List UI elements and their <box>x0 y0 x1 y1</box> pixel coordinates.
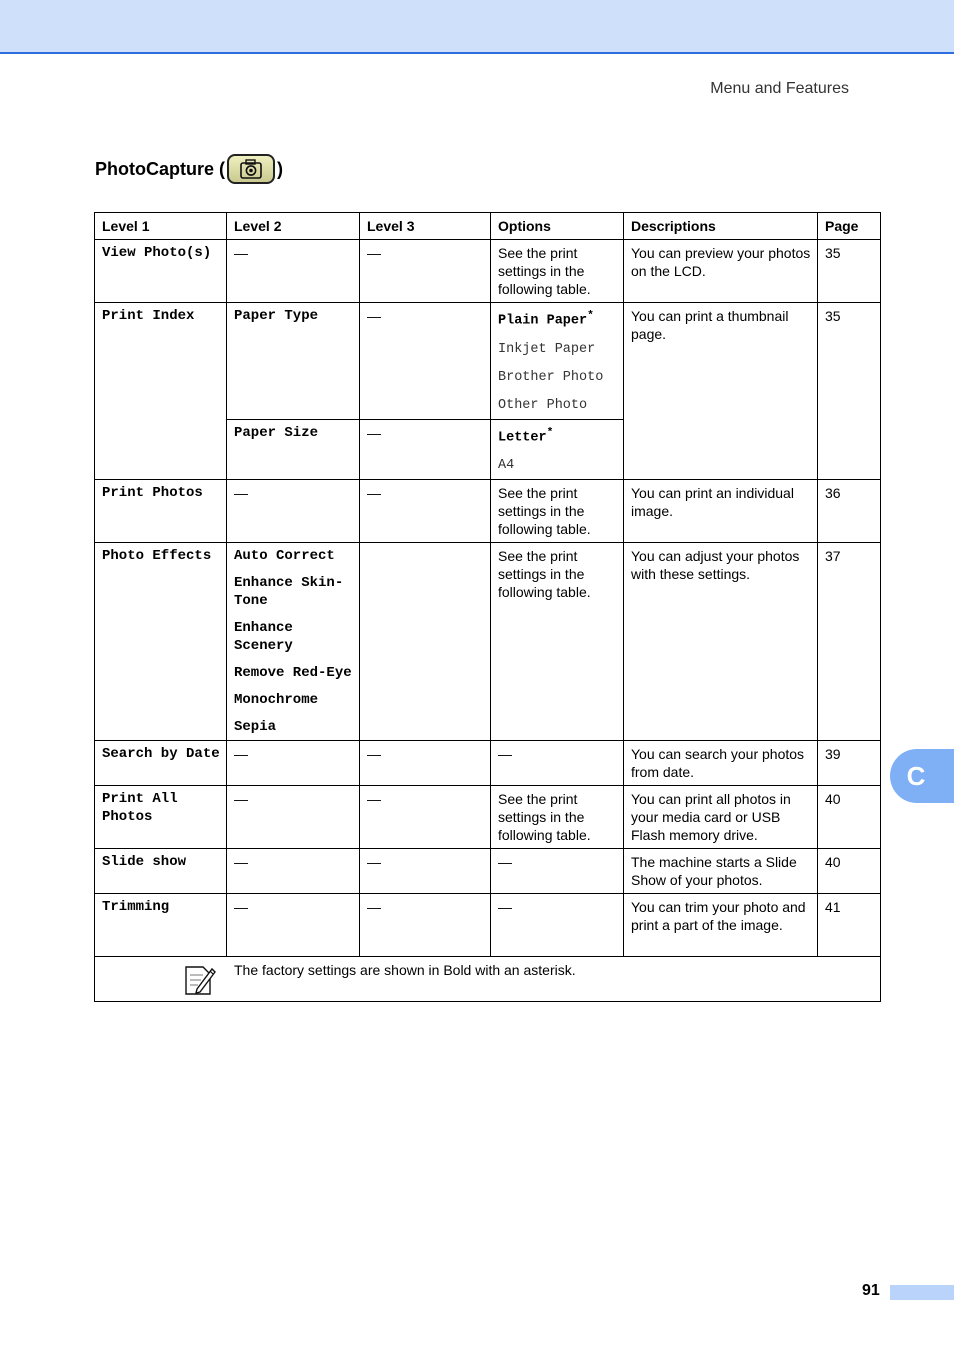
header-options: Options <box>491 213 624 240</box>
description-cell: The machine starts a Slide Show of your photos. <box>624 849 818 894</box>
table-row <box>95 894 881 957</box>
page-cell: 40 <box>818 786 881 849</box>
level2-cell: — <box>227 786 360 849</box>
level3-cell: — <box>360 849 491 894</box>
level1-cell: Slide show <box>95 849 227 894</box>
option-item: Inkjet Paper <box>498 341 596 357</box>
table-row <box>95 741 881 786</box>
level3-cell: — <box>360 786 491 849</box>
page-cell: 40 <box>818 849 881 894</box>
header-level3: Level 3 <box>360 213 491 240</box>
page-cell: 39 <box>818 741 881 786</box>
header-level2: Level 2 <box>227 213 360 240</box>
level3-cell: — <box>360 894 491 957</box>
table-row <box>95 543 881 741</box>
page-cell: 36 <box>818 480 881 543</box>
section-title <box>95 154 283 184</box>
level2-item: Auto Correct <box>234 548 335 564</box>
options-cell: See the print settings in the following table. <box>491 786 624 849</box>
section-title-close: ) <box>277 158 283 179</box>
level1-cell: Photo Effects <box>95 543 227 741</box>
table-row <box>95 303 881 420</box>
section-title-text: PhotoCapture ( <box>95 158 225 179</box>
level3-cell: — <box>360 240 491 303</box>
page-cell: 35 <box>818 240 881 303</box>
table-row <box>95 480 881 543</box>
running-head: Menu and Features <box>710 80 849 97</box>
note-pencil-icon <box>183 963 217 1001</box>
level2-cell <box>227 543 360 741</box>
note-text: The factory settings are shown in Bold with an asterisk. <box>234 962 576 978</box>
level3-cell: — <box>360 419 491 480</box>
level1-cell: Print All Photos <box>95 786 227 849</box>
level2-cell: Paper Type <box>227 303 360 420</box>
description-cell: You can adjust your photos with these settings. <box>624 543 818 741</box>
level3-cell: — <box>360 303 491 420</box>
level3-cell: — <box>360 480 491 543</box>
level2-cell: — <box>227 240 360 303</box>
page-number-bar <box>890 1285 954 1300</box>
level2-cell: — <box>227 849 360 894</box>
options-cell: — <box>491 741 624 786</box>
level3-cell <box>360 543 491 741</box>
options-cell: — <box>491 894 624 957</box>
header-level1: Level 1 <box>95 213 227 240</box>
page-cell: 35 <box>818 303 881 480</box>
option-default: Letter* <box>498 426 554 445</box>
menu-table <box>94 212 881 1002</box>
page-cell: 41 <box>818 894 881 957</box>
options-cell: — <box>491 849 624 894</box>
note-row <box>95 957 881 1002</box>
description-cell: You can trim your photo and print a part of the image. <box>624 894 818 957</box>
level1-cell: Search by Date <box>95 741 227 786</box>
option-item: A4 <box>498 458 515 473</box>
note-cell <box>95 957 881 1002</box>
description-cell: You can print a thumbnail page. <box>624 303 818 480</box>
option-item: Brother Photo <box>498 369 604 385</box>
level1-cell: Print Photos <box>95 480 227 543</box>
description-cell: You can print an individual image. <box>624 480 818 543</box>
option-default: Plain Paper* <box>498 310 594 329</box>
description-cell: You can search your photos from date. <box>624 741 818 786</box>
options-cell: See the print settings in the following table. <box>491 240 624 303</box>
description-cell: You can preview your photos on the LCD. <box>624 240 818 303</box>
level2-cell: — <box>227 894 360 957</box>
level2-item: Remove Red-Eye <box>234 665 352 681</box>
header-descriptions: Descriptions <box>624 213 818 240</box>
options-cell: See the print settings in the following table. <box>491 543 624 741</box>
level2-item: Monochrome <box>234 692 319 708</box>
options-cell <box>491 303 624 420</box>
camera-icon <box>227 154 275 184</box>
table-row <box>95 849 881 894</box>
level2-item: Sepia <box>234 719 277 735</box>
page-cell: 37 <box>818 543 881 741</box>
header-page: Page <box>818 213 881 240</box>
table-row <box>95 786 881 849</box>
level3-cell: — <box>360 741 491 786</box>
level2-cell: — <box>227 480 360 543</box>
description-cell: You can print all photos in your media card or USB Flash memory drive. <box>624 786 818 849</box>
level2-cell: Paper Size <box>227 419 360 480</box>
level2-cell: — <box>227 741 360 786</box>
page-number: 91 <box>862 1282 880 1299</box>
level2-item: Enhance Scenery <box>234 620 293 654</box>
table-header-row <box>95 213 881 240</box>
table-row <box>95 240 881 303</box>
level1-cell: Trimming <box>95 894 227 957</box>
option-item: Other Photo <box>498 397 588 413</box>
options-cell <box>491 419 624 480</box>
level2-item: Enhance Skin-Tone <box>234 575 344 609</box>
level1-cell: Print Index <box>95 303 227 480</box>
chapter-tab: C <box>890 749 954 803</box>
level1-cell: View Photo(s) <box>95 240 227 303</box>
header-band <box>0 0 954 54</box>
options-cell: See the print settings in the following table. <box>491 480 624 543</box>
